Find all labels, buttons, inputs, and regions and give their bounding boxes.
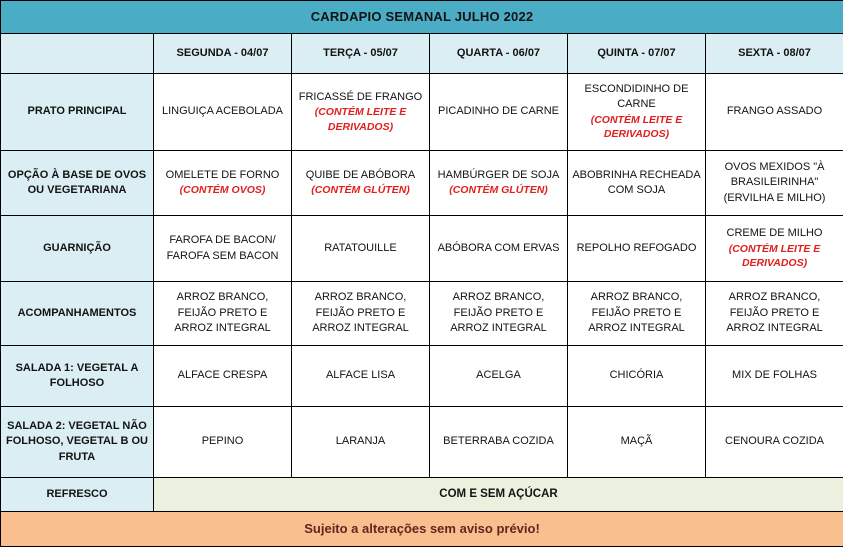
menu-cell [292,216,430,282]
menu-cell [292,407,430,478]
menu-cell [154,282,292,346]
menu-cell [568,216,706,282]
dish-text: RATATOUILLE [296,241,425,256]
menu-cell [430,216,568,282]
dish-text: OMELETE DE FORNO [158,168,287,183]
menu-cell [568,346,706,407]
dish-text: CHICÓRIA [572,368,701,383]
dish-text: PICADINHO DE CARNE [434,104,563,119]
menu-cell [430,151,568,216]
menu-cell [706,151,843,216]
dish-text: LINGUIÇA ACEBOLADA [158,104,287,119]
dish-text: MIX DE FOLHAS [710,368,839,383]
day-header-wednesday: QUARTA - 06/07 [430,34,568,74]
dish-text: ARROZ BRANCO, FEIJÃO PRETO E ARROZ INTEGRAL [710,290,839,336]
menu-cell [292,74,430,151]
table-row [1,74,843,151]
menu-cell [430,346,568,407]
row-label: SALADA 1: VEGETAL A FOLHOSO [1,346,154,407]
dish-text: FAROFA DE BACON/ FAROFA SEM BACON [158,233,287,264]
menu-cell [706,74,843,151]
menu-cell [430,282,568,346]
row-label: REFRESCO [1,478,154,512]
dish-text: PEPINO [158,434,287,449]
menu-cell [568,282,706,346]
dish-text: ABÓBORA COM ERVAS [434,241,563,256]
menu-cell [568,151,706,216]
dish-text: ARROZ BRANCO, FEIJÃO PRETO E ARROZ INTEGRAL [296,290,425,336]
dish-text: LARANJA [296,434,425,449]
refresco-value: COM E SEM AÇÚCAR [154,478,843,512]
dish-text: BETERRABA COZIDA [434,434,563,449]
row-label: GUARNIÇÃO [1,216,154,282]
dish-text: CENOURA COZIDA [710,434,839,449]
dish-text: ARROZ BRANCO, FEIJÃO PRETO E ARROZ INTEGRAL [158,290,287,336]
menu-cell [706,346,843,407]
dish-text: ALFACE CRESPA [158,368,287,383]
dish-text: CREME DE MILHO [710,226,839,241]
table-row [1,151,843,216]
menu-cell [154,216,292,282]
allergen-note: (CONTÉM LEITE E DERIVADOS) [572,113,701,142]
table-row [1,216,843,282]
menu-cell [568,407,706,478]
menu-cell [430,407,568,478]
dish-text: FRICASSÉ DE FRANGO [296,90,425,105]
menu-cell [292,346,430,407]
dish-text: REPOLHO REFOGADO [572,241,701,256]
menu-cell [154,151,292,216]
menu-cell [568,74,706,151]
allergen-note: (CONTÉM LEITE E DERIVADOS) [710,242,839,271]
allergen-note: (CONTÉM OVOS) [158,183,287,198]
menu-cell [292,282,430,346]
day-header-tuesday: TERÇA - 05/07 [292,34,430,74]
allergen-note: (CONTÉM GLÚTEN) [296,183,425,198]
menu-cell [292,151,430,216]
table-row [1,346,843,407]
table-row [1,407,843,478]
day-header-monday: SEGUNDA - 04/07 [154,34,292,74]
day-header-row [1,34,843,74]
day-header-friday: SEXTA - 08/07 [706,34,843,74]
footer-notice: Sujeito a alterações sem aviso prévio! [1,512,843,547]
title-row [1,1,843,34]
allergen-note: (CONTÉM GLÚTEN) [434,183,563,198]
menu-cell [430,74,568,151]
menu-cell [706,407,843,478]
dish-text: ALFACE LISA [296,368,425,383]
row-label: SALADA 2: VEGETAL NÃO FOLHOSO, VEGETAL B OU FRUTA [1,407,154,478]
dish-text: MAÇÃ [572,434,701,449]
corner-cell [1,34,154,74]
menu-cell [154,74,292,151]
row-label: ACOMPANHAMENTOS [1,282,154,346]
footer-row [1,512,843,547]
dish-text: ABOBRINHA RECHEADA COM SOJA [572,168,701,199]
table-row [1,282,843,346]
dish-text: OVOS MEXIDOS "À BRASILEIRINHA" (ERVILHA E MILHO) [710,160,839,206]
dish-text: HAMBÚRGER DE SOJA [434,168,563,183]
allergen-note: (CONTÉM LEITE E DERIVADOS) [296,105,425,134]
dish-text: ARROZ BRANCO, FEIJÃO PRETO E ARROZ INTEGRAL [572,290,701,336]
day-header-thursday: QUINTA - 07/07 [568,34,706,74]
dish-text: ARROZ BRANCO, FEIJÃO PRETO E ARROZ INTEGRAL [434,290,563,336]
refresco-row [1,478,843,512]
row-label: PRATO PRINCIPAL [1,74,154,151]
row-label: OPÇÃO À BASE DE OVOS OU VEGETARIANA [1,151,154,216]
dish-text: ACELGA [434,368,563,383]
page-title: CARDAPIO SEMANAL JULHO 2022 [1,1,843,34]
dish-text: FRANGO ASSADO [710,104,839,119]
menu-cell [706,216,843,282]
dish-text: QUIBE DE ABÓBORA [296,168,425,183]
menu-cell [154,346,292,407]
dish-text: ESCONDIDINHO DE CARNE [572,82,701,113]
menu-cell [706,282,843,346]
menu-cell [154,407,292,478]
